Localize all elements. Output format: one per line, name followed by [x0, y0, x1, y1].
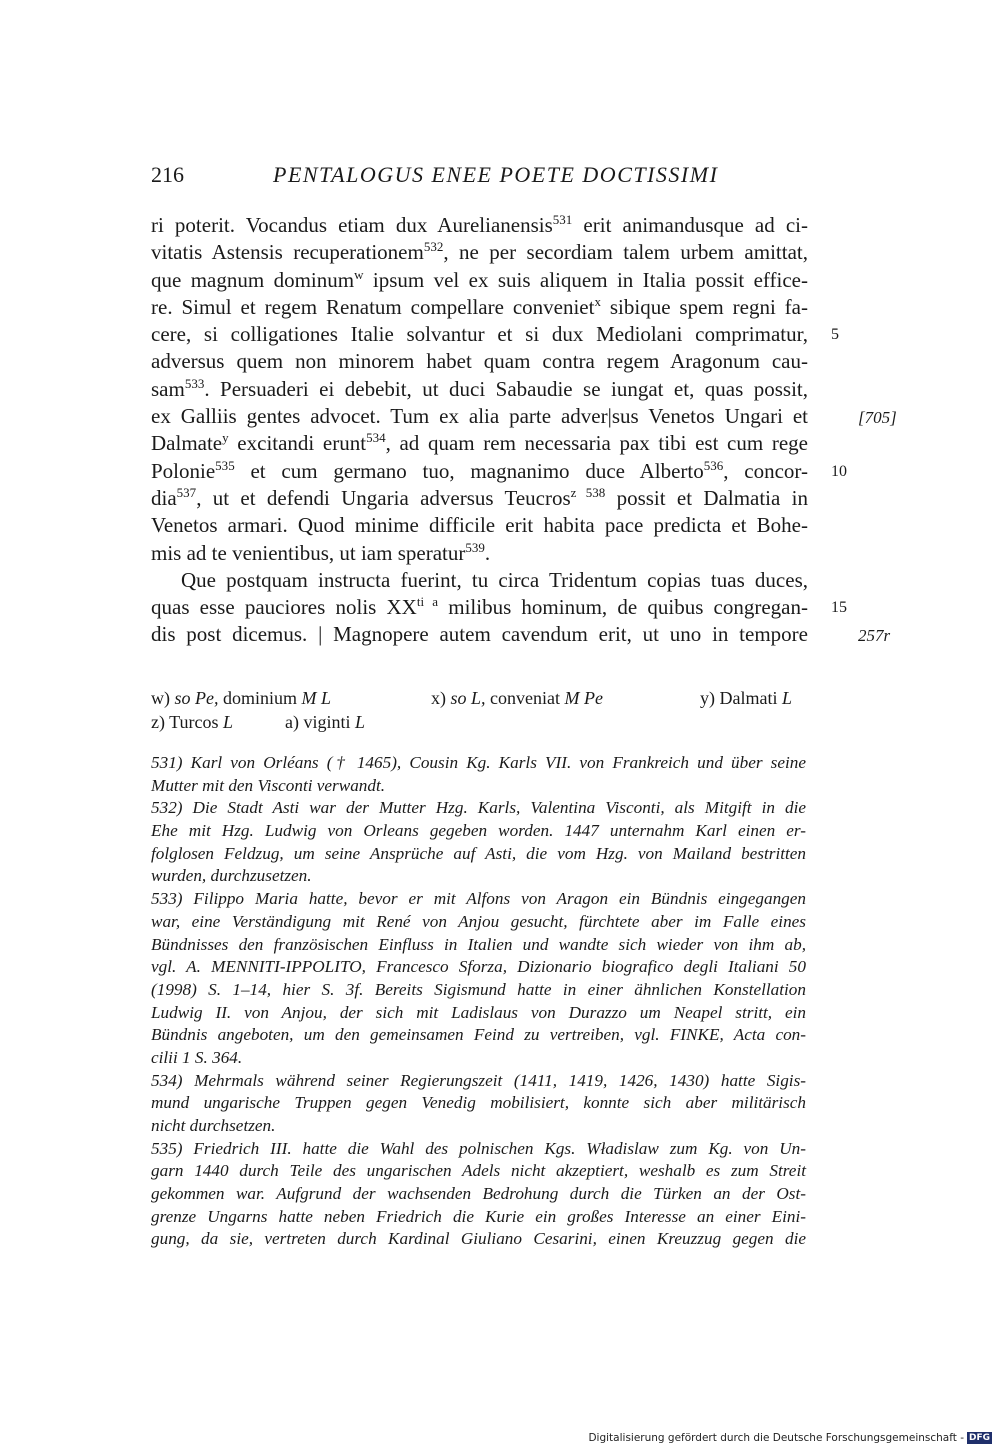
footnote-line: cilii 1 S. 364.	[151, 1047, 243, 1067]
text-line: quas esse pauciores nolis $XX^{ti a}$ milibus hominum, de quibus congregan-	[151, 594, 808, 620]
line-number-10: 10	[831, 463, 847, 480]
edition-page-ref: [705]	[858, 408, 897, 427]
text-line: vitatis Astensis recuperationem$^{532}$, ne per secordiam talem urbem amittat,	[151, 239, 808, 265]
digitization-credit	[588, 1432, 992, 1444]
footnote-line: 532) Die Stadt Asti war der Mutter Hzg. Karls, Valentina Visconti, als Mitgift in die	[151, 798, 806, 818]
text-line: Dalmate$^y$ excitandi erunt$^{534}$, ad quam rem necessaria pax tibi est cum rege	[151, 430, 808, 456]
apparatus-ref: y	[222, 430, 229, 446]
footnote-line: nicht durchsetzen.	[151, 1116, 276, 1135]
text-line: Venetos armari. Quod minime difficile erit habita pace predicta et Bohe-	[151, 513, 808, 538]
footnote-ref: 537	[176, 484, 197, 500]
apparatus-entry-z: z) Turcos L	[151, 712, 234, 732]
footnote-ref: 532	[423, 239, 444, 255]
text-line: Polonie$^{535}$ et cum germano tuo, magnanimo duce Alberto$^{536}$, concor-	[151, 457, 808, 483]
footnote-ref: 539	[465, 539, 485, 555]
text-line: ri poterit. Vocandus etiam dux Aurelianensis$^{531}$ erit animandusque ad ci-	[151, 212, 808, 237]
apparatus-entry-w: w) so Pe, dominium M L	[151, 688, 332, 708]
apparatus-entry-x: x) so L, conveniat M Pe	[431, 688, 603, 708]
text-line: adversus quem non minorem habet quam contra regem Aragonum cau-	[151, 349, 808, 374]
footnote-line: Ehe mit Hzg. Ludwig von Orleans gegeben worden. 1447 unternahm Karl einen er-	[151, 821, 806, 841]
apparatus-ref: x	[594, 293, 601, 309]
main-text	[151, 212, 808, 649]
footnote-line: Mutter mit den Visconti verwandt.	[151, 775, 386, 795]
footnote-line: Bündnis angeboten, um den gemeinsamen Feind zu vertreiben, vgl. FINKE, Acta con-	[151, 1025, 806, 1045]
page-header	[151, 162, 811, 198]
text-line: re. Simul et regem Renatum compellare conveniet$^x$ sibique spem regni fa-	[151, 293, 808, 319]
text-line: cere, si colligationes Italie solvantur et si dux Mediolani comprimatur,	[151, 322, 808, 347]
text-line: Que postquam instructa fuerint, tu circa Tridentum copias tuas duces,	[181, 567, 808, 592]
folio-ref: 257r	[858, 626, 891, 645]
credit-text: Digitalisierung gefördert durch die Deutsche Forschungsgemeinschaft -	[588, 1432, 964, 1444]
footnotes	[151, 752, 806, 1251]
critical-apparatus	[151, 686, 806, 734]
footnote-line: (1998) S. 1–14, hier S. 3f. Bereits Sigismund hatte in einer ähnlichen Konstellation	[151, 979, 806, 999]
apparatus-row	[151, 686, 806, 710]
footnote-line: vgl. A. MENNITI-IPPOLITO, Francesco Sforza, Dizionario biografico degli Italiani 50	[151, 957, 806, 977]
footnote-line: 535) Friedrich III. hatte die Wahl des polnischen Kgs. Władislaw zum Kg. von Un-	[151, 1138, 806, 1158]
footnote-line: Ludwig II. von Anjou, der sich mit Ladislaus von Durazzo um Neapel stritt, ein	[151, 1002, 806, 1022]
footnote-ref: 536	[703, 457, 724, 473]
footnote-line: folglosen Feldzug, um seine Ansprüche auf Asti, die vom Hzg. von Mailand bestritten	[151, 843, 806, 863]
apparatus-entry-a: a) viginti L	[285, 712, 366, 732]
footnote-ref: 534	[366, 430, 386, 446]
text-line: ex Galliis gentes advocet. Tum ex alia parte adver|sus Venetos Ungari et	[151, 404, 808, 429]
line-number-15: 15	[831, 599, 847, 616]
footnote-ref: z 538	[570, 484, 606, 500]
dfg-logo: DFG	[968, 1433, 990, 1443]
text-line: sam$^{533}$. Persuaderi ei debebit, ut duci Sabaudie se iungat et, quas possit,	[151, 375, 808, 401]
text-line: dia$^{537}$, ut et defendi Ungaria adversus Teucros$^{z 538}$ possit et Dalmatia in	[151, 484, 808, 510]
page-number: 216	[151, 162, 184, 187]
footnote-line: gekommen war. Aufgrund der wachsenden Bedrohung durch die Türken an der Ost-	[151, 1184, 806, 1204]
footnote-ref: 533	[184, 375, 205, 391]
footnote-line: mund ungarische Truppen gegen Venedig mobilisiert, konnte sich aber militärisch	[151, 1093, 806, 1113]
footnote-line: 534) Mehrmals während seiner Regierungszeit (1411, 1419, 1426, 1430) hatte Sigis-	[151, 1070, 806, 1090]
apparatus-ref: ti a	[416, 594, 439, 610]
line-number-5: 5	[831, 326, 839, 343]
footnote-line: war, eine Verständigung mit René von Anjou gesucht, fürchtete aber im Falle eines	[151, 911, 806, 931]
footnote-line: 533) Filippo Maria hatte, bevor er mit Alfons von Aragon ein Bündnis eingegangen	[151, 889, 806, 909]
apparatus-ref: w	[354, 266, 364, 282]
footnote-line: Bündnisses den französischen Einfluss in Italien und wandte sich wieder von ihm ab,	[151, 934, 806, 954]
footnote-line: wurden, durchzusetzen.	[151, 866, 312, 886]
running-title: PENTALOGUS ENEE POETE DOCTISSIMI	[273, 162, 719, 187]
apparatus-row	[151, 710, 806, 734]
footnote-line: 531) Karl von Orléans († 1465), Cousin Kg. Karls VII. von Frankreich und über seine	[151, 753, 806, 772]
apparatus-entry-y: y) Dalmati L	[700, 688, 792, 708]
footnote-line: grenze Ungarns hatte neben Friedrich die Kurie ein großes Interesse an einer Eini-	[151, 1206, 806, 1226]
text-line: dis post dicemus. | Magnopere autem cavendum erit, ut uno in tempore	[151, 622, 808, 647]
footnote-ref: 535	[215, 457, 235, 473]
footnote-ref: 531	[552, 212, 573, 227]
footnote-line: garn 1440 durch Teile des ungarischen Adels nicht akzeptiert, weshalb es zum Streit	[151, 1161, 806, 1181]
text-line: que magnum dominum$^w$ ipsum vel ex suis aliquem in Italia possit effice-	[151, 266, 808, 292]
footnote-line: gung, da sie, vertreten durch Kardinal Giuliano Cesarini, einen Kreuzzug gegen die	[151, 1229, 806, 1249]
text-line: mis ad te venientibus, ut iam speratur$^{539}$.	[151, 539, 491, 565]
